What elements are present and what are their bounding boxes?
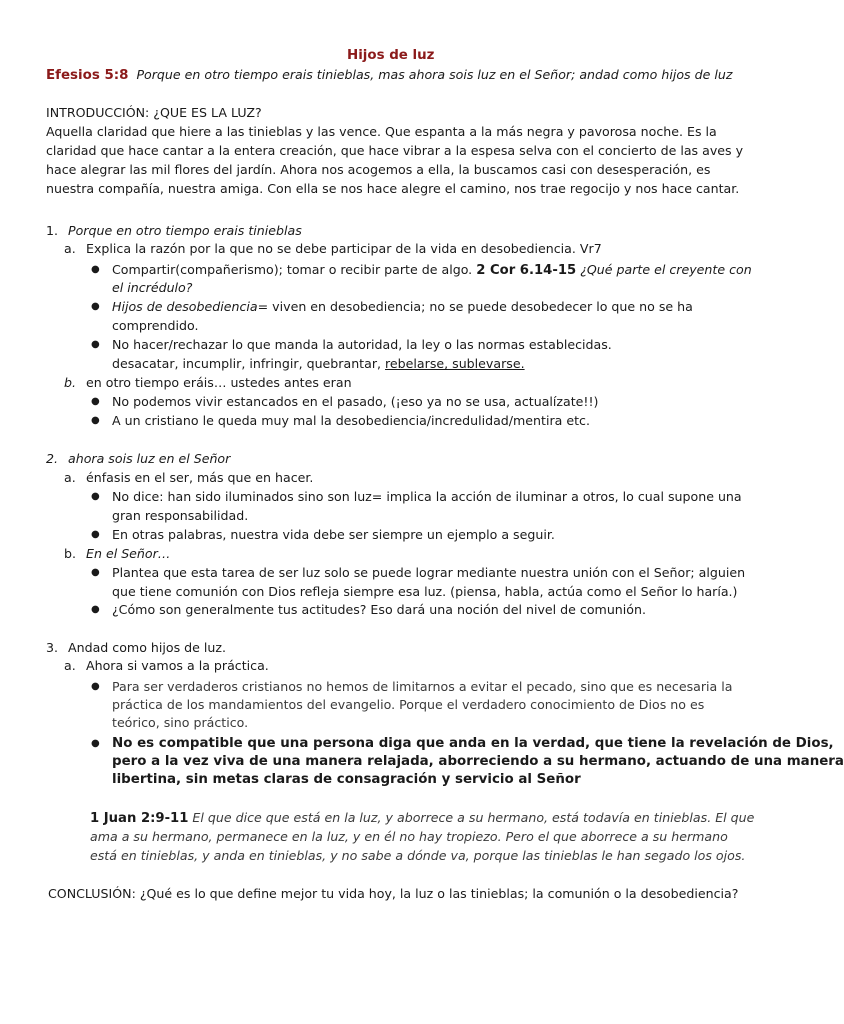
section-2-number: 2.	[46, 451, 59, 466]
intro-line: Aquella claridad que hiere a las tinieblas y las vence. Que espanta a la más negra y pavorosa noche. Es la	[46, 124, 717, 139]
list-item-text: comprendido.	[112, 318, 199, 333]
section-2-title: ahora sois luz en el Señor	[68, 451, 231, 466]
section-3-number: 3.	[46, 640, 59, 655]
list-item-text: libertina, sin metas claras de consagración y servicio al Señor	[112, 772, 581, 787]
intro-line: claridad que hace cantar a la entera creación, que hace vibrar a la espesa selva con el concierto de las aves y	[46, 143, 744, 158]
scripture-quote	[90, 809, 754, 828]
list-item	[112, 261, 752, 280]
bullet-icon: ●	[91, 604, 100, 615]
list-item-text: gran responsabilidad.	[112, 508, 249, 523]
section-2-a-marker: a.	[64, 470, 76, 485]
bullet-icon: ●	[91, 681, 100, 692]
section-2-b-marker: b.	[64, 546, 76, 561]
list-item-text: No podemos vivir estancados en el pasado, (¡eso ya no se usa, actualízate!!)	[112, 394, 599, 409]
page-title: Hijos de luz	[347, 48, 435, 63]
list-item-text: que tiene comunión con Dios refleja siempre esa luz. (piensa, habla, actúa como el Señor lo haría.)	[112, 584, 738, 599]
scripture-text: El que dice que está en la luz, y aborrece a su hermano, está todavía en tinieblas. El que	[192, 810, 755, 825]
list-item-text: teórico, sino práctico.	[112, 715, 249, 730]
section-1-a-marker: a.	[64, 241, 76, 256]
list-item-text: Compartir(compañerismo); tomar o recibir parte de algo.	[112, 262, 473, 277]
list-item-text: = viven en desobediencia; no se puede desobedecer lo que no se ha	[257, 299, 693, 314]
list-item-text: ¿Cómo son generalmente tus actitudes? Eso dará una noción del nivel de comunión.	[112, 602, 646, 617]
underlined-text: rebelarse, sublevarse.	[385, 356, 525, 371]
intro-line: hace alegrar las mil flores del jardín. Ahora nos acogemos a ella, la buscamos casi con desesperación, es	[46, 162, 711, 177]
list-item-text: desacatar, incumplir, infringir, quebrantar,	[112, 356, 382, 371]
scripture-reference: 1 Juan 2:9-11	[90, 811, 189, 826]
scripture-reference: 2 Cor 6.14-15	[476, 263, 577, 278]
list-item-text: Para ser verdaderos cristianos no hemos de limitarnos a evitar el pecado, sino que es necesaria la	[112, 679, 733, 694]
list-item-term: Hijos de desobediencia	[112, 299, 258, 314]
list-item	[112, 355, 525, 373]
list-item	[112, 298, 693, 316]
list-item-text: pero a la vez viva de una manera relajada, aborreciendo a su hermano, actuando de una manera	[112, 754, 844, 769]
bullet-icon: ●	[91, 491, 100, 502]
section-1-b-text: en otro tiempo eráis… ustedes antes eran	[86, 375, 352, 390]
list-item-text: No es compatible que una persona diga que anda en la verdad, que tiene la revelación de Dios,	[112, 736, 834, 751]
section-2-a-text: énfasis en el ser, más que en hacer.	[86, 470, 314, 485]
bullet-icon: ●	[91, 264, 100, 275]
conclusion: CONCLUSIÓN: ¿Qué es lo que define mejor tu vida hoy, la luz o las tinieblas; la comunión o la desobediencia?	[48, 886, 739, 901]
list-item-question: ¿Qué parte el creyente con	[580, 262, 752, 277]
bullet-icon: ●	[91, 301, 100, 312]
section-3-title: Andad como hijos de luz.	[68, 640, 226, 655]
list-item-text: Plantea que esta tarea de ser luz solo se puede lograr mediante nuestra unión con el Señor; alguien	[112, 565, 746, 580]
verse-reference: Efesios 5:8	[46, 68, 129, 83]
scripture-text: ama a su hermano, permanece en la luz, y en él no hay tropiezo. Pero el que aborrece a su hermano	[90, 829, 728, 844]
section-3-a-text: Ahora si vamos a la práctica.	[86, 658, 269, 673]
list-item-text: No hacer/rechazar lo que manda la autoridad, la ley o las normas establecidas.	[112, 337, 612, 352]
bullet-icon: ●	[91, 529, 100, 540]
intro-line: nuestra compañía, nuestra amiga. Con ella se nos hace alegre el camino, nos trae regocijo y nos hace cantar.	[46, 181, 740, 196]
list-item-text: A un cristiano le queda muy mal la desobediencia/incredulidad/mentira etc.	[112, 413, 590, 428]
list-item-text: No dice: han sido iluminados sino son luz= implica la acción de iluminar a otros, lo cual supone una	[112, 489, 742, 504]
bullet-icon: ●	[91, 738, 100, 749]
section-1-number: 1.	[46, 223, 59, 238]
bullet-icon: ●	[91, 339, 100, 350]
intro-heading: INTRODUCCIÓN: ¿QUE ES LA LUZ?	[46, 105, 262, 120]
section-3-a-marker: a.	[64, 658, 76, 673]
bullet-icon: ●	[91, 396, 100, 407]
section-1-title: Porque en otro tiempo erais tinieblas	[68, 223, 302, 238]
section-1-a-text: Explica la razón por la que no se debe participar de la vida en desobediencia. Vr7	[86, 241, 602, 256]
scripture-text: está en tinieblas, y anda en tinieblas, y no sabe a dónde va, porque las tinieblas le han segado los ojos.	[90, 848, 746, 863]
bullet-icon: ●	[91, 567, 100, 578]
list-item-text: práctica de los mandamientos del evangelio. Porque el verdadero conocimiento de Dios no es	[112, 697, 705, 712]
section-1-b-marker: b.	[64, 375, 76, 390]
verse-text: Porque en otro tiempo erais tinieblas, mas ahora sois luz en el Señor; andad como hijos de luz	[136, 67, 733, 82]
list-item-question: el incrédulo?	[112, 280, 193, 295]
list-item-text: En otras palabras, nuestra vida debe ser siempre un ejemplo a seguir.	[112, 527, 555, 542]
bullet-icon: ●	[91, 415, 100, 426]
key-verse	[46, 66, 732, 85]
section-2-b-text: En el Señor…	[86, 546, 171, 561]
